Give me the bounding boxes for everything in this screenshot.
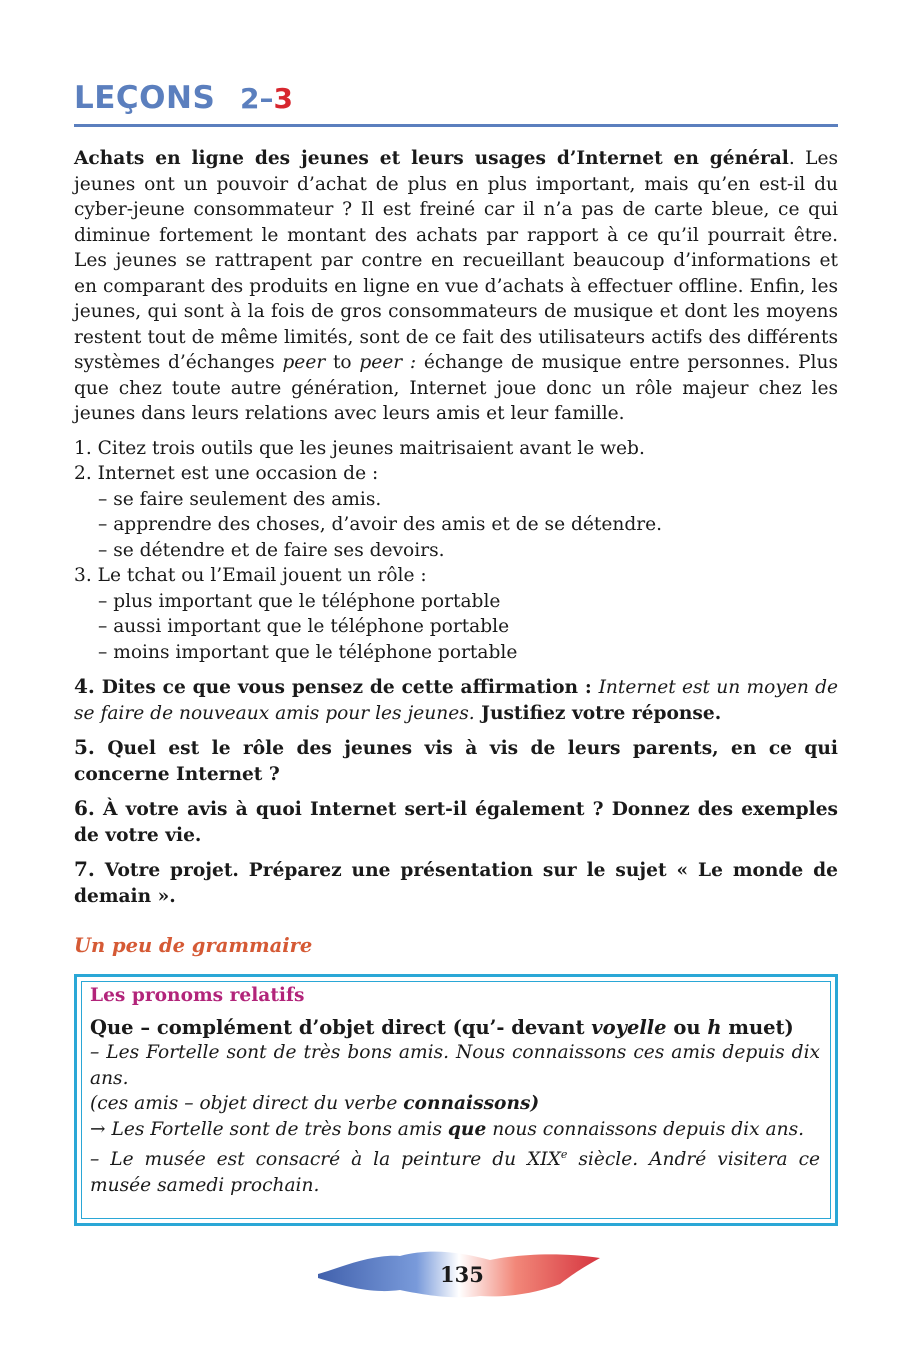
list-subitem: – apprendre des choses, d’avoir des amis et de se détendre.	[98, 514, 663, 535]
lesson-title: LEÇONS	[74, 80, 216, 116]
lesson-number: 2–3	[240, 82, 293, 115]
intro-paragraph: Achats en ligne des jeunes et leurs usages d’Internet en général. Les jeunes ont un pouvoir d’achat de plus en plus important, mais qu’en est-il du cyber-jeune consommateur ? Il est freiné car il n’a pas de carte bleue, ce qui diminue fortement le montant des achats par rapport à ce qu’il pourrait être. Les jeunes se rattrapent par contre en recueillant beaucoup d’informations et en comparant des produits en ligne en vue d’achats à effectuer offline. Enfin, les jeunes, qui sont à la fois de gros consommateurs de musique et dont les moyens restent tout de même limités, sont de ce fait des utilisateurs actifs des différents systèmes d’échanges peer to peer : échange de musique entre personnes. Plus que chez toute autre génération, Internet joue donc un rôle majeur chez les jeunes dans leurs relations avec leurs amis et leur famille.	[74, 148, 839, 424]
list-subitem: – plus important que le téléphone portable	[98, 590, 501, 612]
grammar-rule: Que – complément d’objet direct (qu’- devant voyelle ou h muet)	[90, 1015, 794, 1039]
header-divider	[74, 124, 838, 127]
list-subitem: – se faire seulement des amis.	[98, 488, 382, 510]
lesson-header	[74, 80, 838, 124]
main-content	[74, 146, 838, 918]
grammar-example-3: → Les Fortelle sont de très bons amis que nous connaissons depuis dix ans.	[90, 1118, 805, 1140]
list-subitem: – moins important que le téléphone portable	[98, 641, 518, 663]
question-6: 6. À votre avis à quoi Internet sert-il également ? Donnez des exemples de votre vie.	[74, 796, 838, 846]
question-5: 5. Quel est le rôle des jeunes vis à vis de leurs parents, en ce qui concerne Internet ?	[74, 735, 838, 785]
list-item: 1. Citez trois outils que les jeunes maitrisaient avant le web.	[74, 437, 645, 459]
grammar-box	[74, 974, 838, 1226]
page-footer	[0, 1244, 918, 1304]
list-subitem: – aussi important que le téléphone portable	[98, 616, 510, 637]
grammar-example-2: (ces amis – objet direct du verbe connaissons)	[90, 1093, 540, 1114]
question-list	[74, 436, 838, 666]
grammar-heading: Un peu de grammaire	[74, 934, 313, 957]
list-item: 2. Internet est une occasion de :	[74, 463, 379, 484]
question-4: 4. Dites ce que vous pensez de cette affirmation : Internet est un moyen de se faire de nouveaux amis pour les jeunes. Justifiez votre réponse.	[74, 674, 838, 724]
list-subitem: – se détendre et de faire ses devoirs.	[98, 539, 445, 561]
grammar-example-4: – Le musée est consacré à la peinture du XIXe siècle. André visitera ce musée samedi prochain.	[90, 1148, 821, 1196]
page-number: 135	[440, 1262, 484, 1287]
question-7: 7. Votre projet. Préparez une présentation sur le sujet « Le monde de demain ».	[74, 857, 838, 907]
grammar-example-1: – Les Fortelle sont de très bons amis. Nous connaissons ces amis depuis dix ans.	[90, 1042, 820, 1089]
grammar-box-title: Les pronoms relatifs	[90, 985, 305, 1006]
grammar-box-content	[90, 983, 820, 1198]
list-item: 3. Le tchat ou l’Email jouent un rôle :	[74, 565, 427, 586]
